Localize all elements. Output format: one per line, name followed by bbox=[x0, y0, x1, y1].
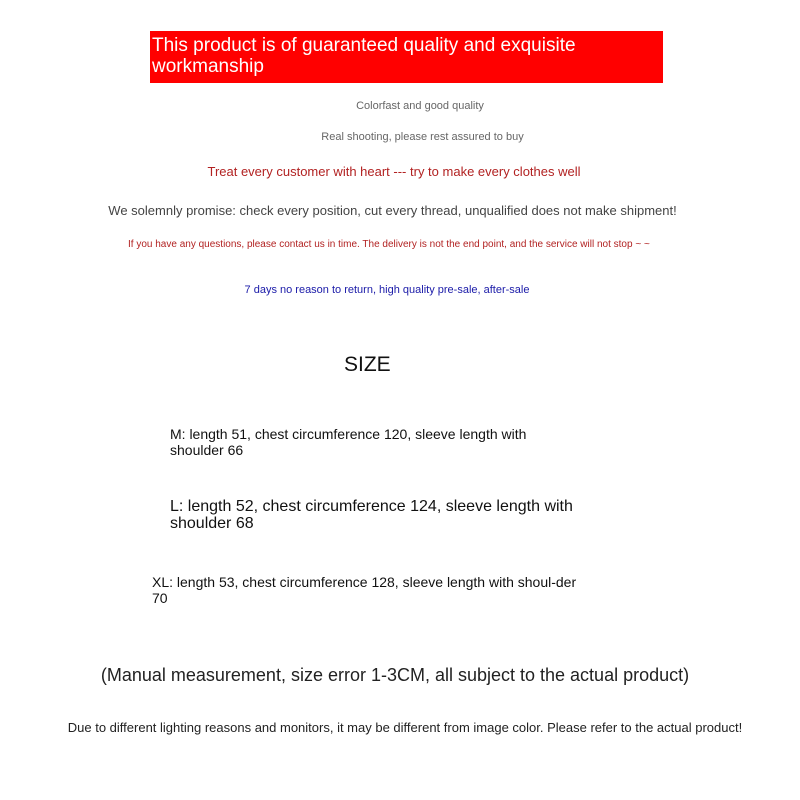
size-item-m: M: length 51, chest circumference 120, sleeve length with shoulder 66 bbox=[170, 426, 527, 458]
treat-customer-line: Treat every customer with heart --- try to make every clothes well bbox=[207, 164, 581, 179]
real-shooting-line: Real shooting, please rest assured to buy bbox=[321, 131, 524, 143]
colorfast-line: Colorfast and good quality bbox=[356, 100, 484, 112]
size-title: SIZE bbox=[344, 353, 391, 376]
return-policy-line: 7 days no reason to return, high quality pre-sale, after-sale bbox=[244, 284, 530, 296]
size-item-l: L: length 52, chest circumference 124, sleeve length with shoulder 68 bbox=[170, 498, 573, 532]
banner-text: This product is of guaranteed quality and exquisite workmanship bbox=[152, 35, 576, 77]
promise-line: We solemnly promise: check every position, cut every thread, unqualified does not make shipment! bbox=[108, 203, 677, 218]
lighting-note: Due to different lighting reasons and monitors, it may be different from image color. Please refer to the actual product! bbox=[67, 720, 743, 735]
questions-line: If you have any questions, please contact us in time. The delivery is not the end point, and the service will not stop ~ ~ bbox=[128, 239, 650, 250]
size-item-xl: XL: length 53, chest circumference 128, sleeve length with shoul-der 70 bbox=[152, 574, 577, 606]
quality-banner bbox=[150, 31, 663, 83]
manual-measurement-note: (Manual measurement, size error 1-3CM, all subject to the actual product) bbox=[100, 665, 690, 685]
